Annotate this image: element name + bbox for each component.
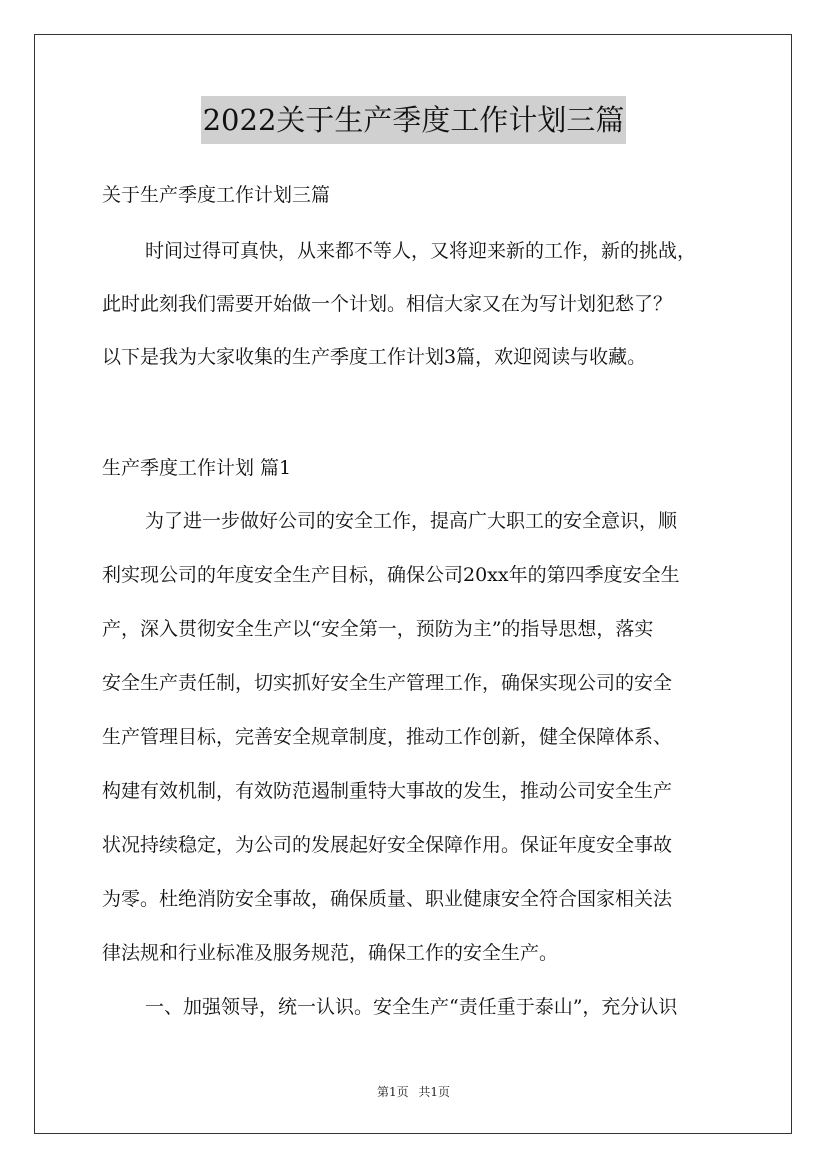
paragraph-line: 为零。杜绝消防安全事故，确保质量、职业健康安全符合国家相关法: [102, 888, 673, 910]
section-heading: 生产季度工作计划 篇1: [102, 457, 292, 479]
intro-line: 时间过得可真快，从来都不等人，又将迎来新的工作，新的挑战，: [145, 240, 697, 262]
intro-line: 以下是我为大家收集的生产季度工作计划3篇，欢迎阅读与收藏。: [102, 346, 647, 368]
title-container: [0, 96, 827, 144]
page-number: 第1页: [376, 1085, 409, 1099]
paragraph-line: 一、加强领导，统一认识。安全生产“责任重于泰山”，充分认识: [145, 996, 678, 1018]
intro-line: 此时此刻我们需要开始做一个计划。相信大家又在为写计划犯愁了？: [102, 293, 673, 315]
paragraph-line: 生产管理目标，完善安全规章制度，推动工作创新，健全保障体系、: [102, 726, 673, 748]
subtitle: 关于生产季度工作计划三篇: [102, 184, 331, 206]
paragraph-line: 利实现公司的年度安全生产目标，确保公司20xx年的第四季度安全生: [102, 564, 680, 586]
page-footer: [0, 1083, 827, 1100]
paragraph-line: 产，深入贯彻安全生产以“安全第一，预防为主”的指导思想，落实: [102, 618, 654, 640]
paragraph-line: 状况持续稳定，为公司的发展起好安全保障作用。保证年度安全事故: [102, 834, 673, 856]
page-total: 共1页: [418, 1085, 451, 1099]
paragraph-line: 构建有效机制，有效防范遏制重特大事故的发生，推动公司安全生产: [102, 780, 673, 802]
document-title: 2022关于生产季度工作计划三篇: [201, 96, 627, 144]
paragraph-line: 为了进一步做好公司的安全工作，提高广大职工的安全意识，顺: [145, 510, 678, 532]
paragraph-line: 律法规和行业标准及服务规范，确保工作的安全生产。: [102, 942, 559, 964]
paragraph-line: 安全生产责任制，切实抓好安全生产管理工作，确保实现公司的安全: [102, 672, 673, 694]
